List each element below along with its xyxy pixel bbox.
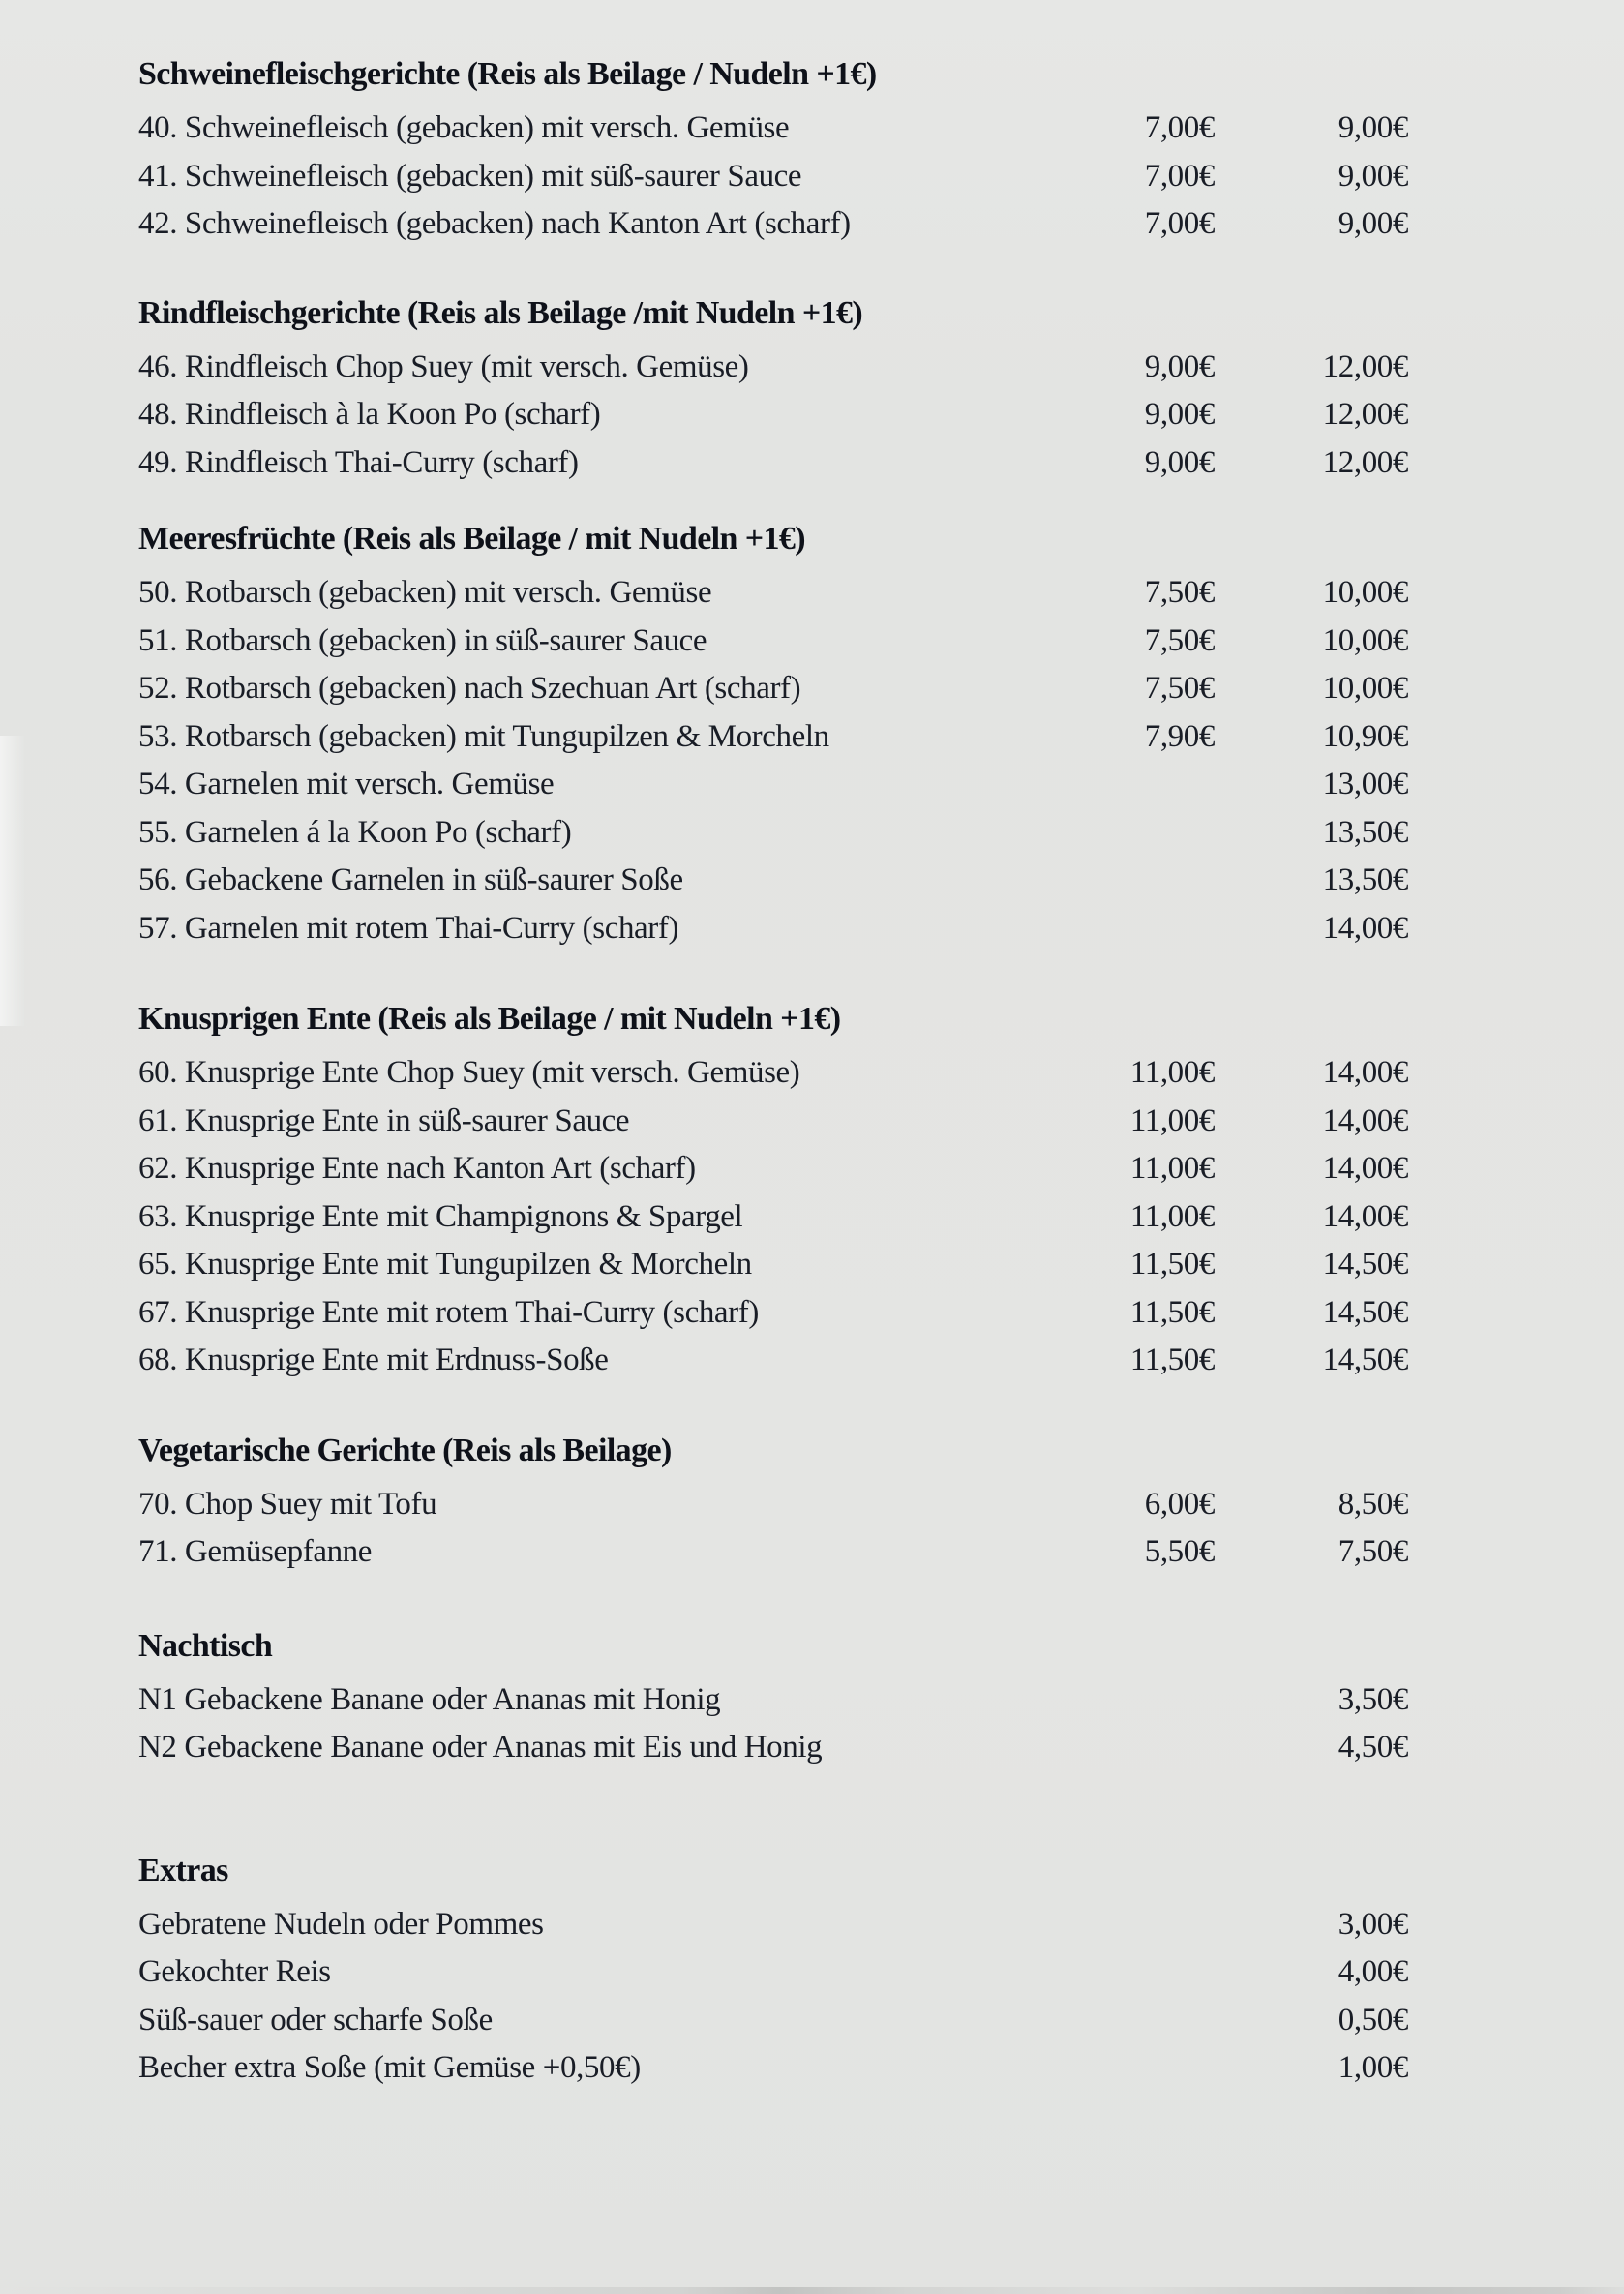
menu-item-price-small: 7,50€ xyxy=(1144,575,1215,610)
menu-item-price-small: 7,50€ xyxy=(1144,622,1215,658)
menu-item-label: 50. Rotbarsch (gebacken) mit versch. Gemüse xyxy=(138,575,712,610)
menu-item-row xyxy=(138,905,1408,953)
menu-item-price-large: 10,00€ xyxy=(1322,575,1408,610)
menu-item-price-large: 9,00€ xyxy=(1338,158,1408,194)
section-items xyxy=(138,105,1408,249)
menu-item-label: 42. Schweinefleisch (gebacken) nach Kanton Art (scharf) xyxy=(138,206,851,241)
menu-item-row xyxy=(138,1241,1408,1289)
section-title: Rindfleischgerichte (Reis als Beilage /mit Nudeln +1€) xyxy=(138,294,863,331)
menu-item-price-small: 9,00€ xyxy=(1144,444,1215,480)
menu-item-row xyxy=(138,1145,1408,1193)
menu xyxy=(138,50,1408,2093)
menu-item-label: Gekochter Reis xyxy=(138,1954,331,1989)
menu-item-price-large: 0,50€ xyxy=(1338,2002,1408,2037)
menu-item-row xyxy=(138,1676,1408,1725)
menu-item-label: 41. Schweinefleisch (gebacken) mit süß-saurer Sauce xyxy=(138,158,802,194)
menu-item-price-small: 9,00€ xyxy=(1144,348,1215,384)
menu-item-label: 51. Rotbarsch (gebacken) in süß-saurer Sauce xyxy=(138,622,707,658)
section-items xyxy=(138,344,1408,488)
menu-section xyxy=(138,1622,1408,1772)
menu-item-price-large: 13,50€ xyxy=(1322,862,1408,897)
menu-item-price-large: 12,00€ xyxy=(1322,348,1408,384)
menu-item-price-large: 14,00€ xyxy=(1322,1198,1408,1234)
menu-item-price-small: 11,00€ xyxy=(1129,1198,1215,1234)
menu-item-price-large: 14,50€ xyxy=(1322,1247,1408,1282)
menu-item-row xyxy=(138,1948,1408,1997)
menu-item-row xyxy=(138,2044,1408,2093)
menu-item-price-large: 12,00€ xyxy=(1322,444,1408,480)
section-title: Meeresfrüchte (Reis als Beilage / mit Nudeln +1€) xyxy=(138,521,806,557)
section-items xyxy=(138,1901,1408,2093)
menu-item-price-large: 1,00€ xyxy=(1338,2050,1408,2085)
menu-item-label: 40. Schweinefleisch (gebacken) mit versch. Gemüse xyxy=(138,110,790,145)
menu-section xyxy=(138,1427,1408,1577)
menu-item-label: Gebratene Nudeln oder Pommes xyxy=(138,1906,544,1942)
menu-item-label: 60. Knusprige Ente Chop Suey (mit versch. Gemüse) xyxy=(138,1055,800,1090)
menu-item-price-large: 14,00€ xyxy=(1322,1151,1408,1186)
menu-item-label: 57. Garnelen mit rotem Thai-Curry (scharf) xyxy=(138,910,679,946)
menu-item-row xyxy=(138,439,1408,488)
menu-item-label: 48. Rindfleisch à la Koon Po (scharf) xyxy=(138,397,601,432)
menu-item-label: 49. Rindfleisch Thai-Curry (scharf) xyxy=(138,444,579,480)
menu-item-row xyxy=(138,1528,1408,1577)
menu-item-label: 62. Knusprige Ente nach Kanton Art (scharf) xyxy=(138,1151,696,1186)
section-title: Schweinefleischgerichte (Reis als Beilage / Nudeln +1€) xyxy=(138,56,877,92)
scan-edge-shadow xyxy=(0,2287,1624,2294)
menu-item-row xyxy=(138,1901,1408,1949)
section-title: Nachtisch xyxy=(138,1627,273,1664)
menu-item-price-large: 10,00€ xyxy=(1322,671,1408,706)
menu-item-price-small: 11,00€ xyxy=(1129,1102,1215,1138)
menu-item-label: 65. Knusprige Ente mit Tungupilzen & Morcheln xyxy=(138,1247,752,1282)
menu-item-price-small: 5,50€ xyxy=(1144,1534,1215,1569)
menu-item-row xyxy=(138,1098,1408,1146)
menu-item-label: 53. Rotbarsch (gebacken) mit Tungupilzen & Morcheln xyxy=(138,718,829,754)
menu-item-price-small: 11,00€ xyxy=(1129,1055,1215,1090)
menu-item-row xyxy=(138,153,1408,201)
menu-item-row xyxy=(138,569,1408,618)
menu-item-price-large: 9,00€ xyxy=(1338,206,1408,241)
menu-item-row xyxy=(138,105,1408,153)
menu-item-label: 63. Knusprige Ente mit Champignons & Spargel xyxy=(138,1198,743,1234)
menu-item-price-large: 10,00€ xyxy=(1322,622,1408,658)
menu-item-price-large: 14,00€ xyxy=(1322,1055,1408,1090)
menu-item-row xyxy=(138,618,1408,666)
menu-item-row xyxy=(138,1724,1408,1772)
menu-item-label: 52. Rotbarsch (gebacken) nach Szechuan Art (scharf) xyxy=(138,671,801,706)
menu-item-label: 70. Chop Suey mit Tofu xyxy=(138,1486,437,1522)
menu-item-price-small: 7,50€ xyxy=(1144,671,1215,706)
menu-item-row xyxy=(138,391,1408,439)
menu-item-price-small: 11,50€ xyxy=(1129,1343,1215,1377)
menu-item-label: Becher extra Soße (mit Gemüse +0,50€) xyxy=(138,2050,641,2085)
menu-item-row xyxy=(138,344,1408,392)
section-items xyxy=(138,1049,1408,1385)
menu-item-label: 54. Garnelen mit versch. Gemüse xyxy=(138,767,555,801)
menu-item-row xyxy=(138,713,1408,762)
menu-item-price-large: 4,50€ xyxy=(1338,1730,1408,1765)
menu-item-row xyxy=(138,1289,1408,1338)
menu-item-row xyxy=(138,1481,1408,1529)
section-title: Vegetarische Gerichte (Reis als Beilage) xyxy=(138,1432,672,1468)
section-title: Extras xyxy=(138,1852,228,1888)
menu-item-price-large: 14,00€ xyxy=(1322,1102,1408,1138)
menu-item-price-small: 11,50€ xyxy=(1129,1247,1215,1282)
menu-item-row xyxy=(138,761,1408,809)
menu-section xyxy=(138,1847,1408,2093)
menu-item-price-large: 9,00€ xyxy=(1338,110,1408,145)
section-items xyxy=(138,1481,1408,1577)
menu-item-row xyxy=(138,809,1408,858)
menu-item-price-large: 14,50€ xyxy=(1322,1343,1408,1377)
menu-item-price-small: 7,00€ xyxy=(1144,110,1215,145)
menu-item-price-small: 7,00€ xyxy=(1144,158,1215,194)
section-items xyxy=(138,569,1408,952)
menu-item-row xyxy=(138,1997,1408,2045)
section-title: Knusprigen Ente (Reis als Beilage / mit Nudeln +1€) xyxy=(138,1001,841,1037)
menu-item-label: 71. Gemüsepfanne xyxy=(138,1534,373,1569)
menu-item-row xyxy=(138,1049,1408,1098)
menu-item-label: N2 Gebackene Banane oder Ananas mit Eis und Honig xyxy=(138,1730,823,1765)
menu-item-label: 68. Knusprige Ente mit Erdnuss-Soße xyxy=(138,1343,609,1377)
menu-item-label: 61. Knusprige Ente in süß-saurer Sauce xyxy=(138,1102,630,1138)
menu-item-label: N1 Gebackene Banane oder Ananas mit Honig xyxy=(138,1681,721,1717)
menu-section xyxy=(138,289,1408,488)
section-items xyxy=(138,1676,1408,1772)
menu-item-price-large: 10,90€ xyxy=(1322,718,1408,754)
menu-item-label: Süß-sauer oder scharfe Soße xyxy=(138,2002,493,2037)
menu-item-price-large: 14,00€ xyxy=(1322,910,1408,946)
menu-item-price-small: 6,00€ xyxy=(1144,1486,1215,1522)
menu-item-row xyxy=(138,1337,1408,1385)
menu-item-price-large: 3,00€ xyxy=(1338,1906,1408,1942)
menu-item-price-large: 4,00€ xyxy=(1338,1954,1408,1989)
menu-item-price-large: 8,50€ xyxy=(1338,1486,1408,1522)
menu-section xyxy=(138,995,1408,1385)
menu-item-label: 55. Garnelen á la Koon Po (scharf) xyxy=(138,814,572,850)
menu-section xyxy=(138,50,1408,249)
menu-item-price-large: 13,00€ xyxy=(1322,767,1408,801)
menu-item-row xyxy=(138,1193,1408,1242)
menu-section xyxy=(138,515,1408,952)
menu-item-price-small: 9,00€ xyxy=(1144,397,1215,432)
scan-light-strip xyxy=(0,736,25,1026)
menu-item-price-large: 3,50€ xyxy=(1338,1681,1408,1717)
menu-item-row xyxy=(138,857,1408,905)
menu-item-price-small: 7,00€ xyxy=(1144,206,1215,241)
menu-item-price-large: 12,00€ xyxy=(1322,397,1408,432)
menu-item-label: 56. Gebackene Garnelen in süß-saurer Soße xyxy=(138,862,683,897)
menu-item-label: 67. Knusprige Ente mit rotem Thai-Curry (scharf) xyxy=(138,1294,759,1330)
menu-item-price-large: 14,50€ xyxy=(1322,1294,1408,1330)
menu-item-price-small: 7,90€ xyxy=(1144,718,1215,754)
menu-item-price-large: 7,50€ xyxy=(1338,1534,1408,1569)
menu-item-label: 46. Rindfleisch Chop Suey (mit versch. Gemüse) xyxy=(138,348,749,384)
menu-item-row xyxy=(138,665,1408,713)
menu-item-price-small: 11,00€ xyxy=(1129,1151,1215,1186)
menu-item-price-large: 13,50€ xyxy=(1322,814,1408,850)
menu-item-row xyxy=(138,200,1408,249)
menu-item-price-small: 11,50€ xyxy=(1129,1294,1215,1330)
